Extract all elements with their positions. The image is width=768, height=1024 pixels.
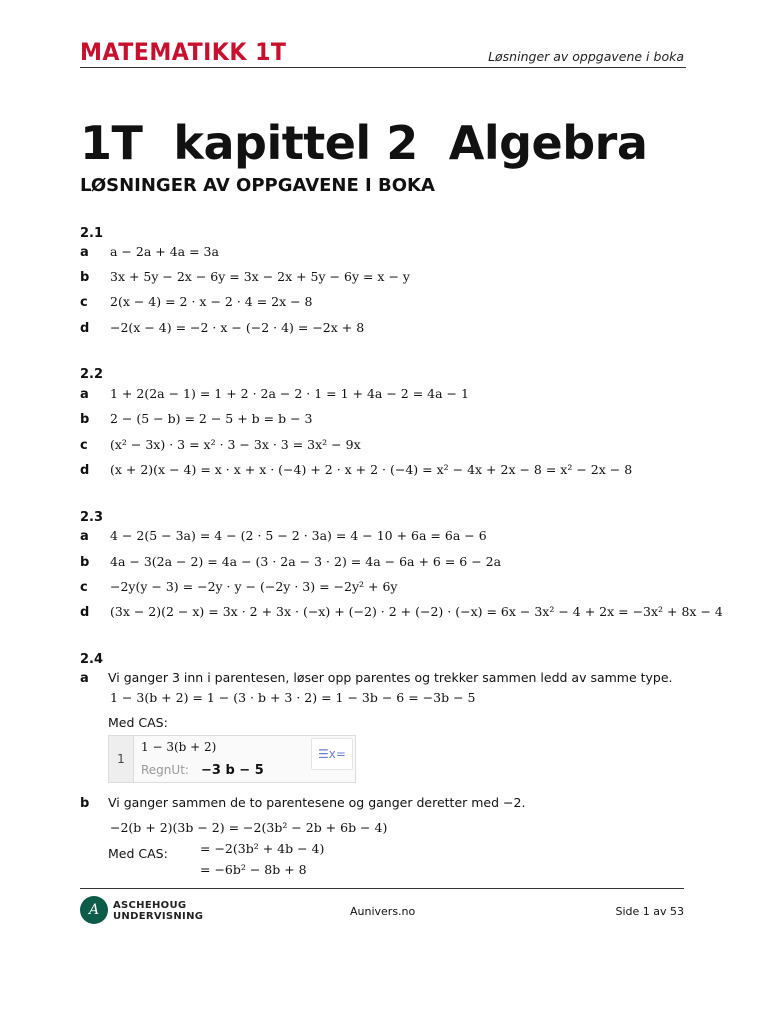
cas-regnut-label: RegnUt:	[141, 763, 189, 777]
brand-name: MATEMATIKK	[80, 38, 247, 66]
item-label: c	[80, 295, 88, 310]
equation: −2y(y − 3) = −2y · y − (−2y · 3) = −2y² + 6y	[110, 579, 398, 594]
equation: 3x + 5y − 2x − 6y = 3x − 2x + 5y − 6y = x − y	[110, 269, 410, 284]
page-number: Side 1 av 53	[615, 905, 684, 918]
equation: −2(x − 4) = −2 · x − (−2 · 4) = −2x + 8	[110, 320, 365, 335]
footer-brand	[113, 900, 203, 922]
equation: 1 − 3(b + 2) = 1 − (3 · b + 3 · 2) = 1 − 3b − 6 = −3b − 5	[110, 690, 476, 705]
cas-result: −3 b − 5	[201, 763, 264, 778]
equation: = −6b² − 8b + 8	[200, 862, 307, 877]
header-divider	[80, 67, 686, 68]
item-label: d	[80, 463, 90, 478]
cas-input[interactable]: 1 − 3(b + 2)	[141, 740, 217, 754]
cas-label: Med CAS:	[108, 715, 168, 730]
footer-divider	[80, 888, 684, 889]
algebra-view-icon[interactable]: ☰x=	[311, 738, 353, 770]
cas-window	[108, 735, 356, 783]
page-subtitle: LØSNINGER AV OPPGAVENE I BOKA	[80, 175, 435, 196]
footer-brand-line2: UNDERVISNING	[113, 911, 204, 922]
equation: 4 − 2(5 − 3a) = 4 − (2 · 5 − 2 · 3a) = 4 − 10 + 6a = 6a − 6	[110, 528, 487, 543]
equation: (x + 2)(x − 4) = x · x + x · (−4) + 2 · x + 2 · (−4) = x² − 4x + 2x − 8 = x² − 2x − 8	[110, 462, 633, 477]
item-label: a	[80, 387, 89, 402]
item-label: c	[80, 580, 88, 595]
cas-label: Med CAS:	[108, 846, 168, 861]
item-label: d	[80, 321, 90, 336]
equation: (x² − 3x) · 3 = x² · 3 − 3x · 3 = 3x² − 9x	[110, 437, 361, 452]
equation: 2(x − 4) = 2 · x − 2 · 4 = 2x − 8	[110, 294, 313, 309]
equation: 2 − (5 − b) = 2 − 5 + b = b − 3	[110, 411, 313, 426]
item-label: b	[80, 796, 90, 811]
item-label: b	[80, 555, 90, 570]
equation: −2(b + 2)(3b − 2) = −2(3b² − 2b + 6b − 4)	[110, 820, 388, 835]
section-number: 2.1	[80, 226, 104, 241]
footer-link[interactable]: Aunivers.no	[350, 905, 416, 918]
item-label: a	[80, 671, 89, 686]
item-label: c	[80, 438, 88, 453]
equation: 4a − 3(2a − 2) = 4a − (3 · 2a − 3 · 2) = 4a − 6a + 6 = 6 − 2a	[110, 554, 502, 569]
header-subtitle: Løsninger av oppgavene i boka	[488, 49, 684, 64]
item-label: a	[80, 529, 89, 544]
page-title: 1T kapittel 2 Algebra	[80, 116, 648, 170]
aschehoug-logo-icon: A	[80, 896, 108, 924]
explanation-text: Vi ganger 3 inn i parentesen, løser opp parentes og trekker sammen ledd av samme type.	[108, 670, 673, 685]
brand-tag: 1T	[255, 38, 287, 66]
cas-row-number: 1	[109, 736, 134, 782]
brand-logo	[80, 38, 286, 66]
item-label: d	[80, 605, 90, 620]
equation: = −2(3b² + 4b − 4)	[200, 841, 325, 856]
section-number: 2.4	[80, 652, 104, 667]
item-label: a	[80, 245, 89, 260]
item-label: b	[80, 412, 90, 427]
footer-brand-line1: ASCHEHOUG	[113, 900, 187, 911]
explanation-text: Vi ganger sammen de to parentesene og ganger deretter med −2.	[108, 795, 526, 810]
item-label: b	[80, 270, 90, 285]
section-number: 2.3	[80, 510, 104, 525]
section-number: 2.2	[80, 367, 104, 382]
equation: a − 2a + 4a = 3a	[110, 244, 219, 259]
equation: 1 + 2(2a − 1) = 1 + 2 · 2a − 2 · 1 = 1 + 4a − 2 = 4a − 1	[110, 386, 469, 401]
equation: (3x − 2)(2 − x) = 3x · 2 + 3x · (−x) + (−2) · 2 + (−2) · (−x) = 6x − 3x² − 4 + 2x = −3x² + 8x − 4	[110, 604, 723, 619]
